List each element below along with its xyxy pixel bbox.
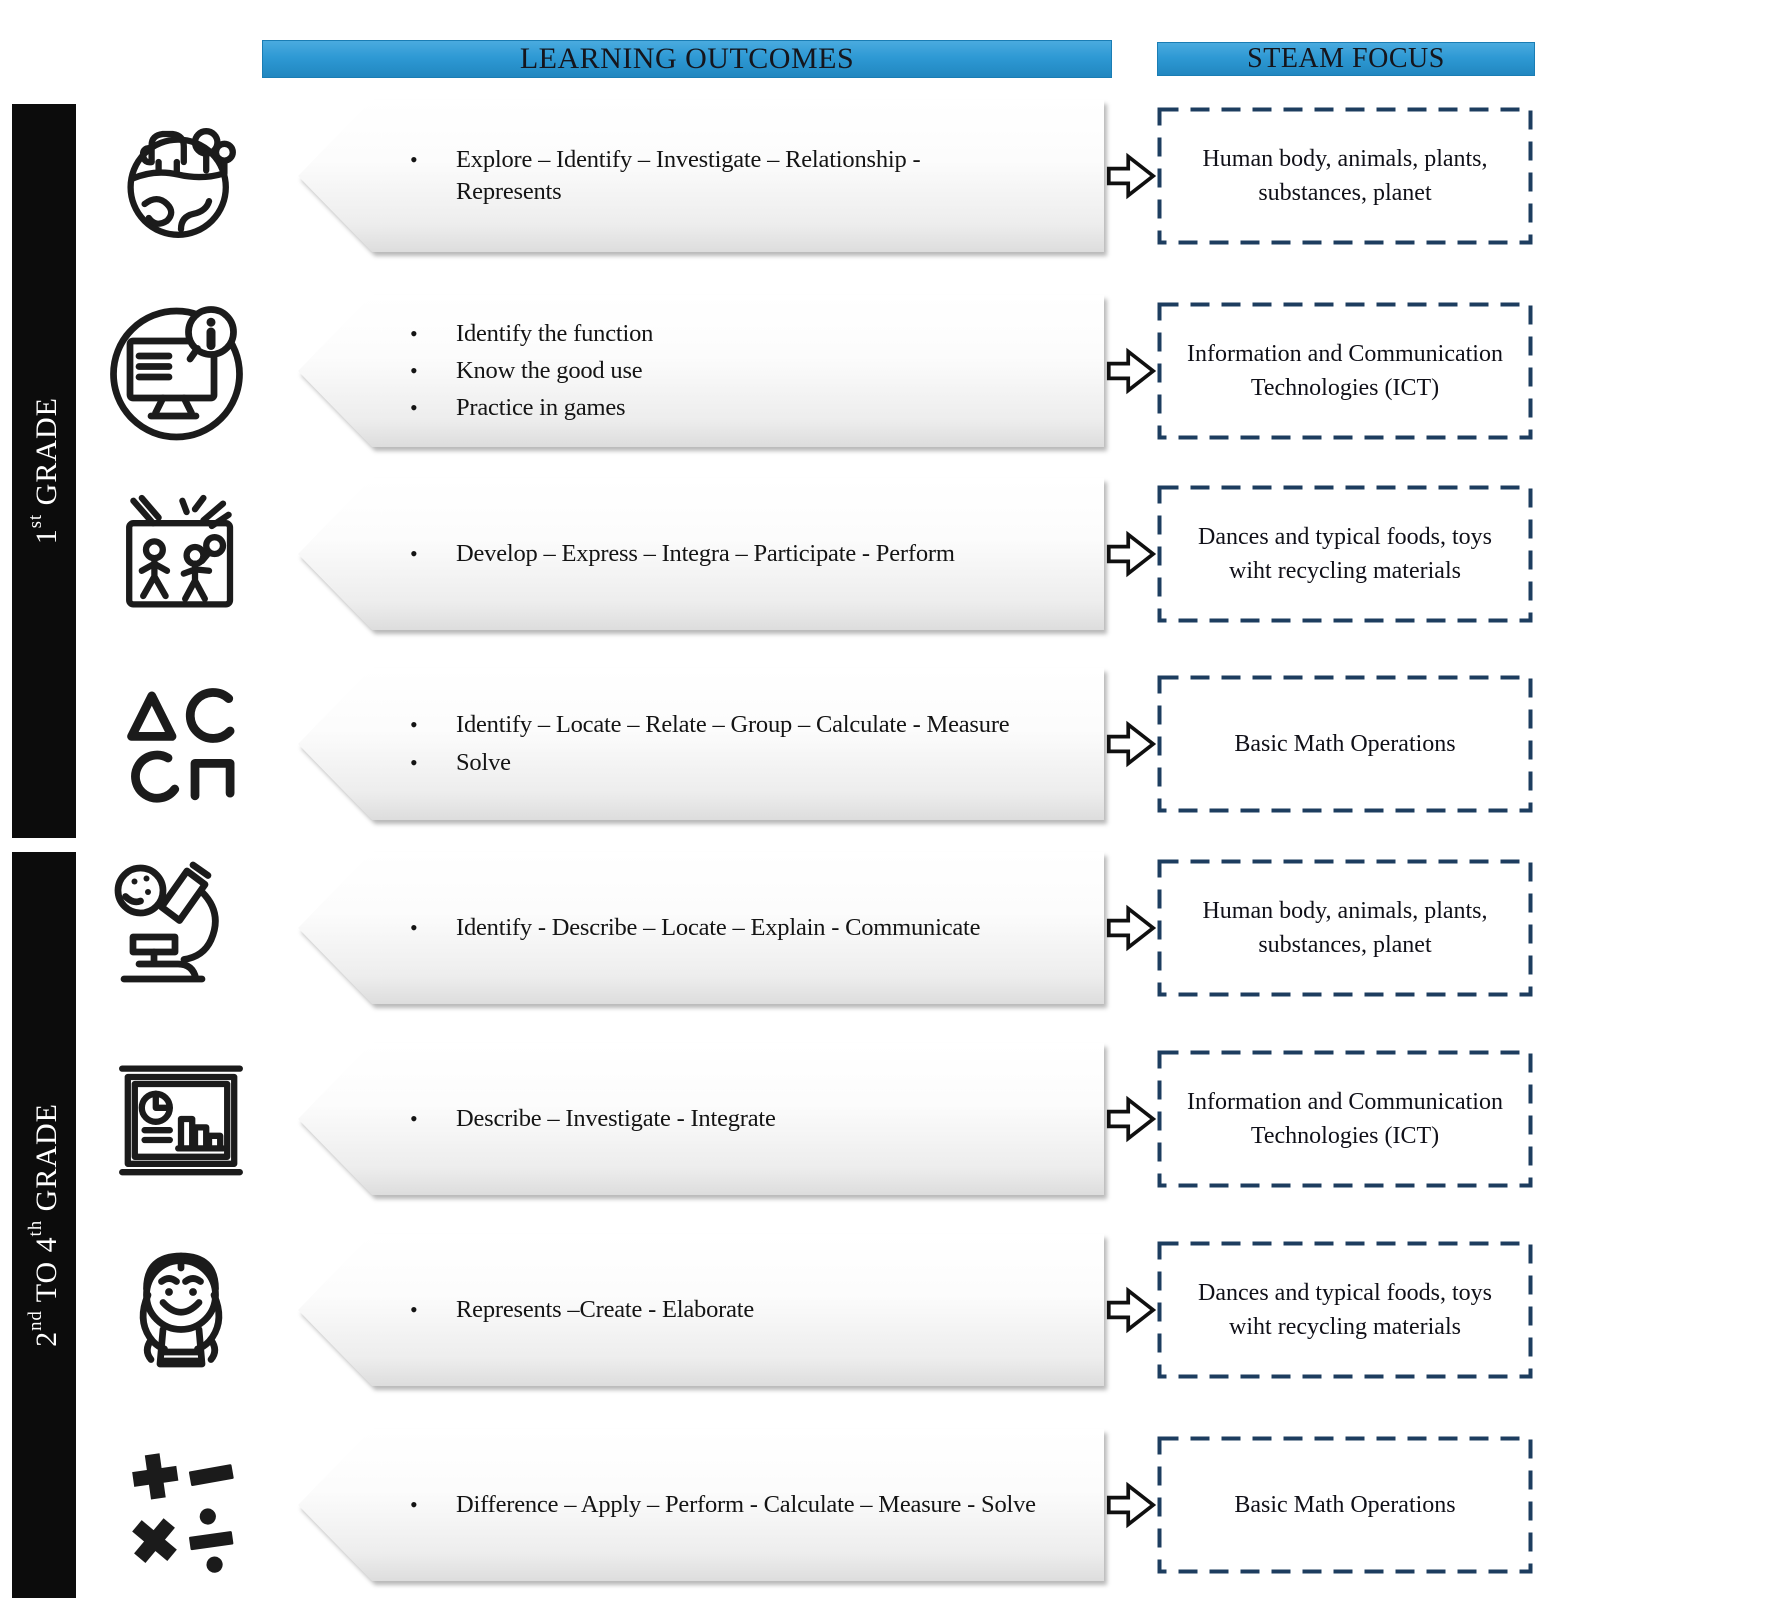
grade-superscript: st	[24, 514, 46, 529]
learning-outcome-box	[298, 478, 1104, 630]
right-arrow-icon	[1106, 1092, 1156, 1146]
steam-focus-box	[1157, 302, 1533, 440]
ict-computer-icon	[96, 295, 266, 447]
grade-superscript: nd	[24, 1310, 46, 1331]
outcome-text: • Develop – Express – Integra – Participate - Perform	[400, 538, 1092, 570]
student-girl-icon	[96, 1234, 266, 1386]
right-arrow-icon	[1106, 1478, 1156, 1532]
focus-text: Dances and typical foods, toys wiht recycling materials	[1198, 523, 1492, 584]
right-arrow-icon	[1106, 901, 1156, 955]
focus-text: Information and Communication Technologies (ICT)	[1187, 1088, 1503, 1149]
focus-text: Information and Communication Technologies (ICT)	[1187, 340, 1503, 401]
learning-outcome-box	[298, 1429, 1104, 1581]
right-arrow-icon	[1106, 149, 1156, 203]
outcome-text: • Practice in games	[400, 392, 1092, 424]
outcome-text: • Represents –Create - Elaborate	[400, 1294, 1092, 1326]
outcome-text: • Identify – Locate – Relate – Group – Calculate - Measure	[400, 709, 1092, 741]
focus-text: Dances and typical foods, toys wiht recycling materials	[1198, 1279, 1492, 1340]
row-ict-2	[0, 1043, 1770, 1195]
math-operations-icon	[96, 1429, 266, 1581]
microscope-icon	[96, 852, 266, 1004]
nature-planet-icon	[96, 100, 266, 252]
learning-outcome-box	[298, 295, 1104, 447]
outcome-text: • Explore – Identify – Investigate – Relationship - Represents	[400, 144, 1025, 209]
outcome-text: • Difference – Apply – Perform - Calculate – Measure - Solve	[400, 1489, 1092, 1521]
outcome-text: • Know the good use	[400, 355, 1092, 387]
grade-text: 1	[29, 528, 63, 545]
steam-focus-box	[1157, 675, 1533, 813]
row-science-1	[0, 100, 1770, 252]
grade-text: TO 4	[29, 1236, 63, 1311]
right-arrow-icon	[1106, 527, 1156, 581]
focus-text: Human body, animals, plants, substances, planet	[1202, 897, 1488, 958]
right-arrow-icon	[1106, 1283, 1156, 1337]
learning-outcome-box	[298, 100, 1104, 252]
row-math-2	[0, 1429, 1770, 1581]
steam-focus-box	[1157, 1050, 1533, 1188]
outcome-text: • Solve	[400, 747, 1092, 779]
row-science-2	[0, 852, 1770, 1004]
steam-focus-box	[1157, 107, 1533, 245]
focus-text: Basic Math Operations	[1234, 730, 1456, 757]
row-ict-1	[0, 295, 1770, 447]
learning-outcome-box	[298, 1043, 1104, 1195]
learning-outcome-box	[298, 852, 1104, 1004]
learning-outcome-box	[298, 1234, 1104, 1386]
grade-text: GRADE	[29, 1103, 63, 1220]
row-arts-2	[0, 1234, 1770, 1386]
learning-outcomes-header: LEARNING OUTCOMES	[262, 40, 1112, 78]
grade-text: GRADE	[29, 397, 63, 515]
geometric-shapes-icon	[96, 668, 266, 820]
outcome-text: • Identify the function	[400, 318, 1092, 350]
row-math-1	[0, 668, 1770, 820]
steam-focus-box	[1157, 859, 1533, 997]
steam-focus-box	[1157, 1241, 1533, 1379]
steam-focus-box	[1157, 485, 1533, 623]
focus-text: Basic Math Operations	[1234, 1491, 1456, 1518]
learning-outcome-box	[298, 668, 1104, 820]
row-arts-1	[0, 478, 1770, 630]
steam-focus-header: STEAM FOCUS	[1157, 42, 1535, 76]
presentation-chart-icon	[96, 1043, 266, 1195]
outcome-text: • Describe – Investigate - Integrate	[400, 1103, 1092, 1135]
outcome-text: • Identify - Describe – Locate – Explain - Communicate	[400, 912, 1092, 944]
right-arrow-icon	[1106, 717, 1156, 771]
focus-text: Human body, animals, plants, substances, planet	[1202, 145, 1488, 206]
right-arrow-icon	[1106, 344, 1156, 398]
grade-superscript: th	[24, 1219, 46, 1237]
grade-text: 2	[29, 1330, 63, 1347]
steam-focus-box	[1157, 1436, 1533, 1574]
arts-kids-icon	[96, 478, 266, 630]
